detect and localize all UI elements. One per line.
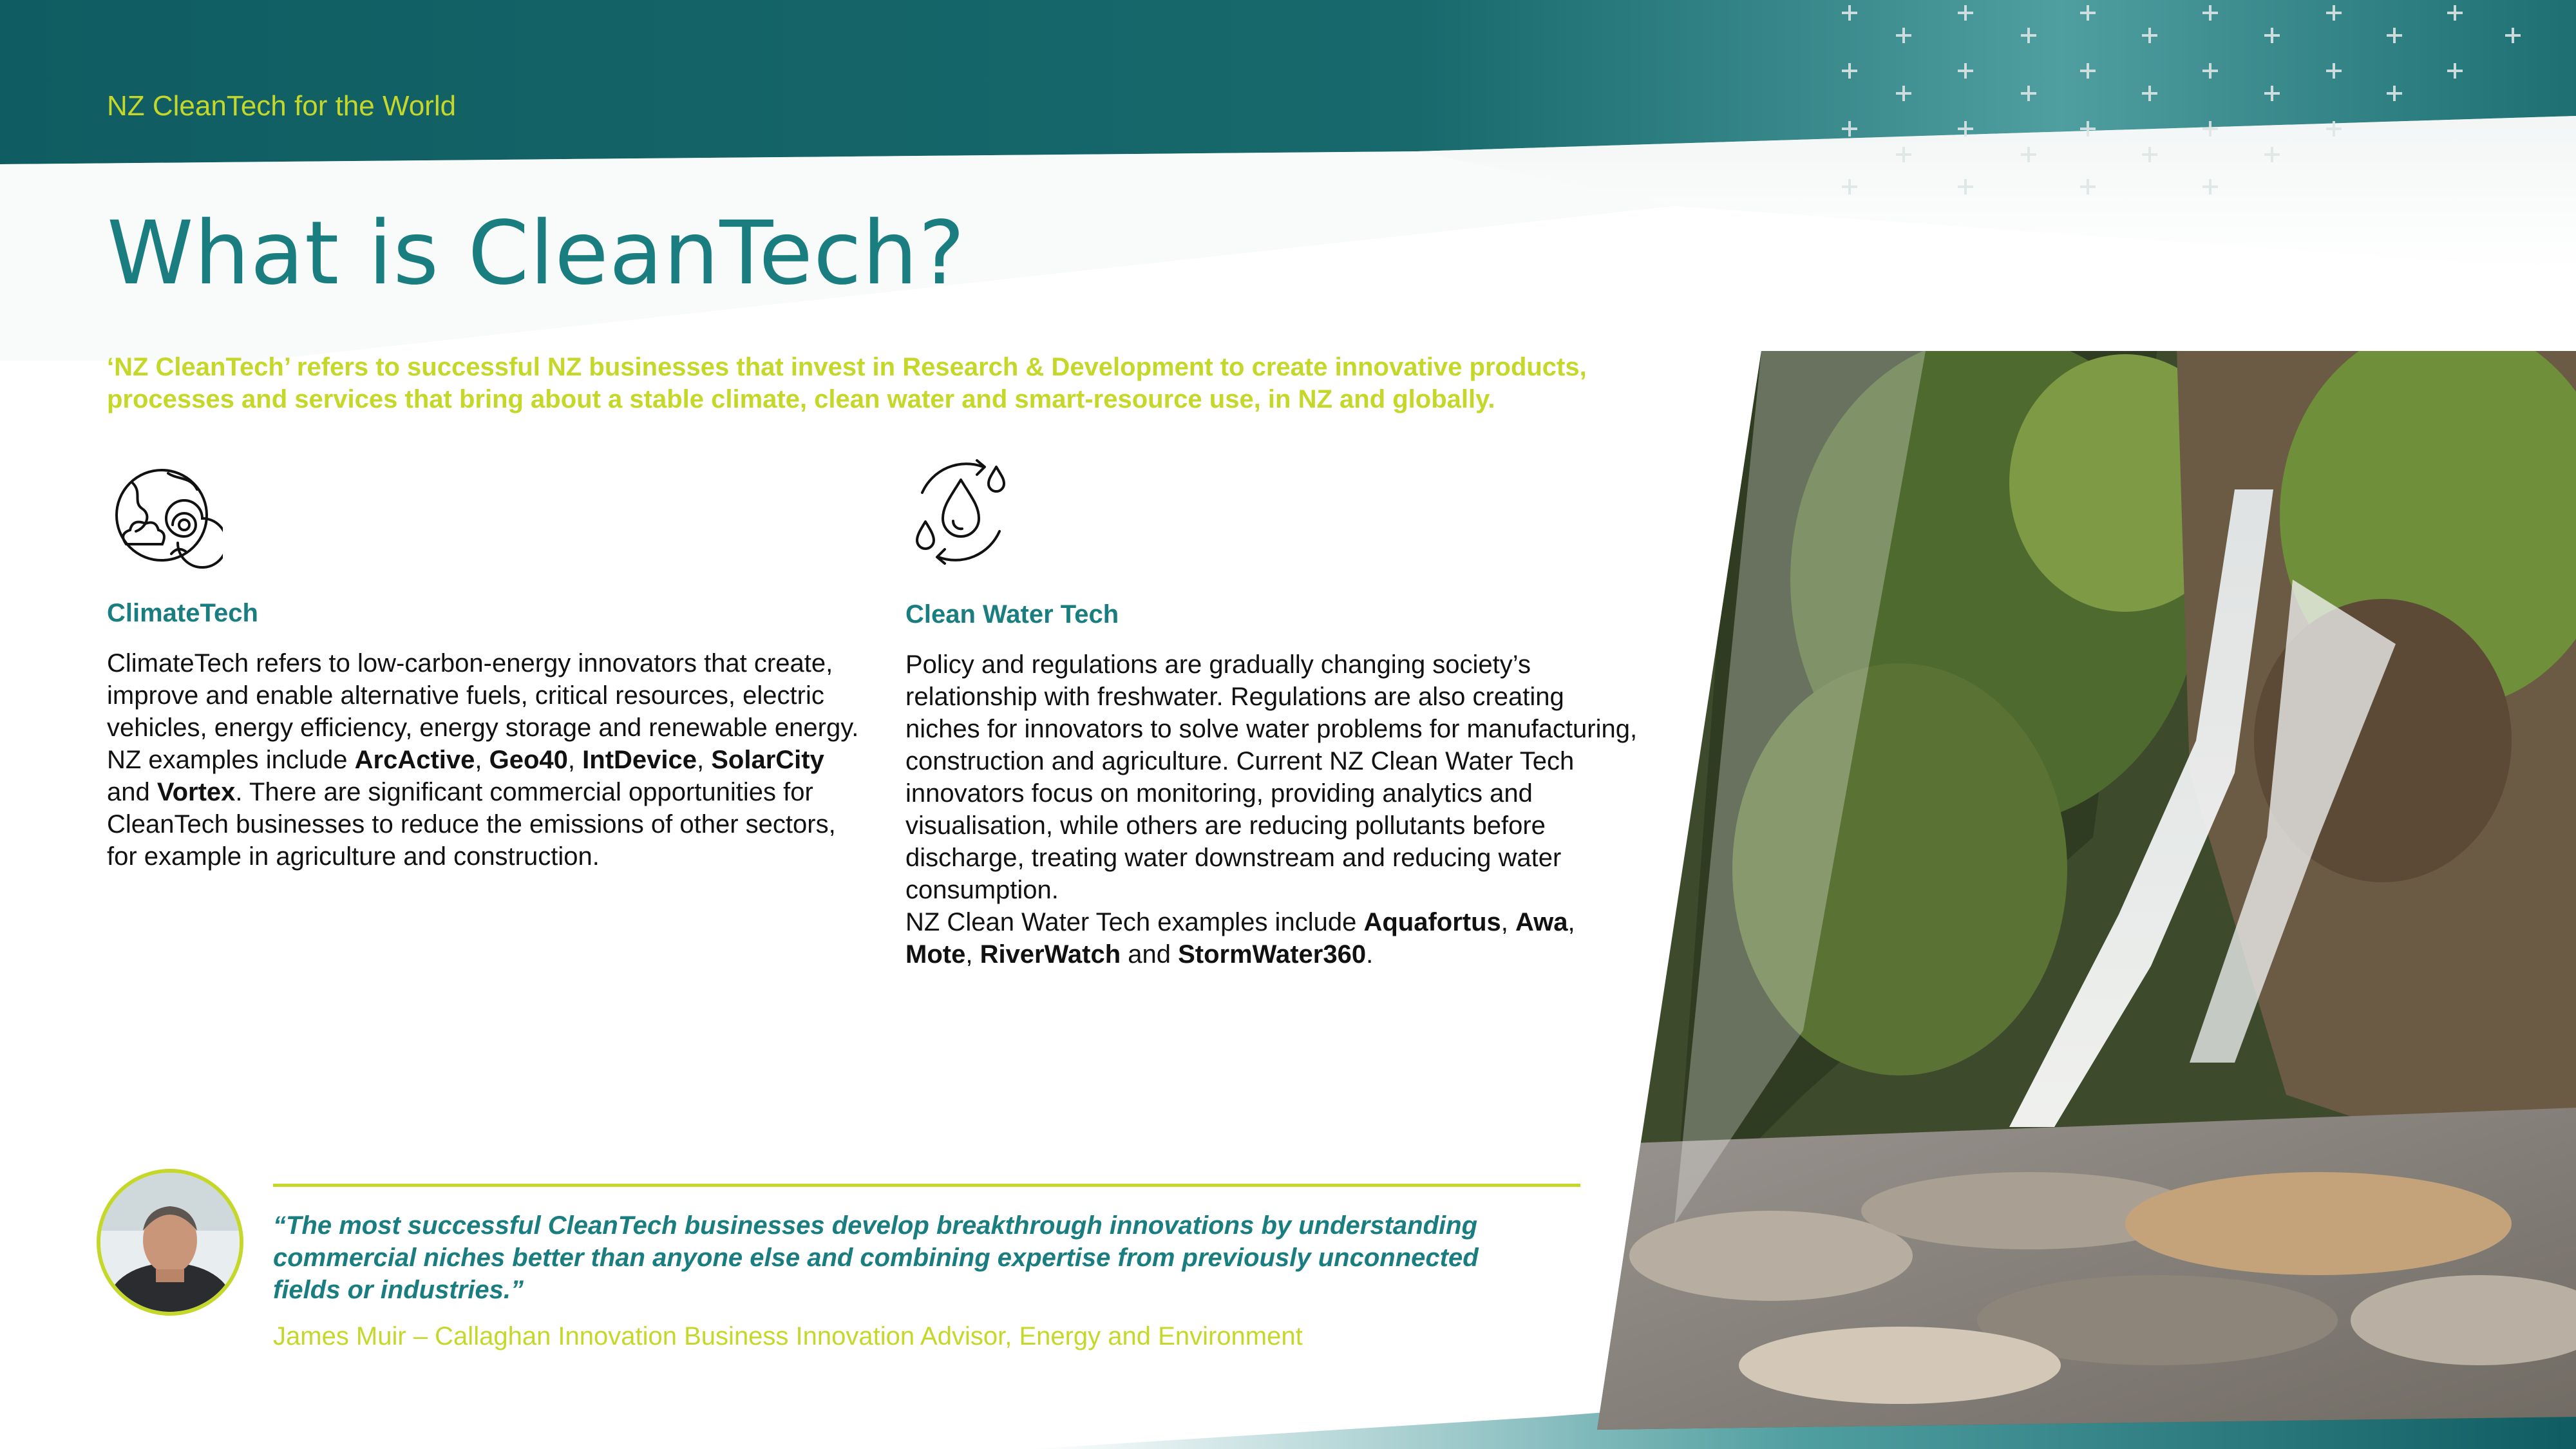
clean-water-tech-heading: Clean Water Tech [905,600,1119,629]
quote-attribution: James Muir – Callaghan Innovation Business Innovation Advisor, Energy and Environment [273,1322,1303,1350]
example-awa: Awa [1515,908,1568,936]
intro-paragraph: ‘NZ CleanTech’ refers to successful NZ businesses that invest in Research & Development to create innovative products, processes and services that bring about a stable climate, clean water and smart-resource use, in NZ and globally. [107,353,1587,413]
example-vortex: Vortex [156,778,236,806]
example-riverwatch: RiverWatch [980,940,1121,969]
example-geo40: Geo40 [489,746,568,774]
brand-tagline: NZ CleanTech for the World [107,90,457,122]
example-aquafortus: Aquafortus [1363,908,1501,936]
example-stormwater360: StormWater360 [1178,940,1367,969]
climatetech-body: ClimateTech refers to low-carbon-energy innovators that create, improve and enable alternative fuels, critical resources, electric vehicles, energy efficiency, energy storage and renewable energy. NZ examples include ArcActive, Geo40, IntDevice, SolarCity and Vortex. There are significant commercial opportunities for CleanTech businesses to reduce the emissions of other sectors, for example in agriculture and construction. [107,649,859,871]
page-title: What is CleanTech? [107,203,966,305]
example-intdevice: IntDevice [582,746,697,774]
clean-water-tech-body: Policy and regulations are gradually changing society’s relationship with freshwater. Regulations are also creating niches for innovators to solve water problems for manufacturing, construction and agriculture. Current NZ Clean Water Tech innovators focus on monitoring, providing analytics and visualisation, while others are reducing pollutants before discharge, treating water downstream and reducing water consumption. NZ Clean Water Tech examples include Aquafortus, Awa, Mote, RiverWatch and StormWater360. [905,650,1638,969]
example-arcactive: ArcActive [354,746,475,774]
water-drops-cycle-icon [903,454,1019,570]
example-solarcity: SolarCity [711,746,824,774]
example-mote: Mote [905,940,966,969]
climatetech-heading: ClimateTech [107,599,258,627]
quote-text: “The most successful CleanTech businesses develop breakthrough innovations by understanding commercial niches better than anyone else and combining expertise from previously unconnected fields or industries.” [273,1211,1479,1304]
quote-divider [273,1184,1580,1187]
avatar [97,1169,243,1316]
globe-swirl-icon [107,457,223,573]
